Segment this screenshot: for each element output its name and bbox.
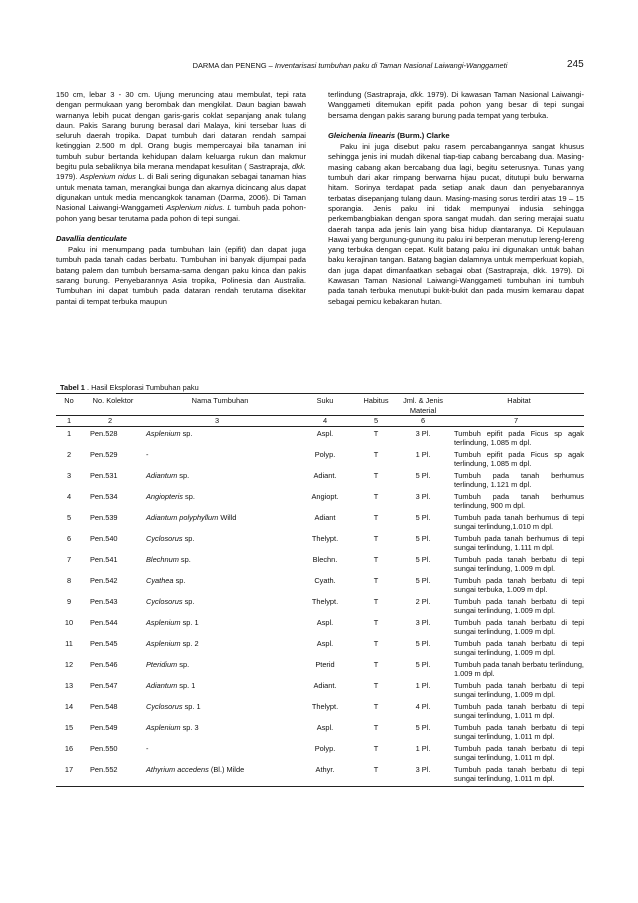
cell-suku: Adiant.: [313, 470, 337, 480]
species-name: Asplenium: [146, 617, 181, 627]
cell-habitus: T: [373, 554, 379, 564]
cell-jml: 1 Pl.: [415, 743, 431, 753]
col-number: 6: [398, 416, 448, 427]
cell-jml: 5 Pl.: [415, 638, 431, 648]
table-caption: [60, 383, 199, 392]
table-row: [56, 639, 584, 660]
col-number: 5: [354, 416, 398, 427]
cell-suku: Thelypt.: [311, 533, 339, 543]
cell-nama: [138, 471, 296, 492]
cell-kolektor: Pen.531: [90, 470, 118, 480]
col-number: 2: [82, 416, 138, 427]
cell-no: 1: [66, 428, 72, 438]
cell-kolektor: Pen.545: [90, 638, 118, 648]
cell-kolektor: Pen.528: [90, 428, 118, 438]
cell-jml: 5 Pl.: [415, 659, 431, 669]
cell-suku: Aspl.: [316, 638, 334, 648]
cell-habitat: Tumbuh pada tanah berhumus terlindung, 1.121 m dpl.: [454, 470, 584, 490]
species-name: Cyclosorus: [146, 701, 183, 711]
species-qualifier: sp.: [178, 554, 191, 564]
cell-habitus: T: [373, 680, 379, 690]
table-row: [56, 576, 584, 597]
cell-kolektor: Pen.546: [90, 659, 118, 669]
cell-habitat: Tumbuh pada tanah berbatu di tepi sungai terlindung, 1.011 m dpl.: [448, 765, 584, 787]
cell-kolektor: Pen.543: [90, 596, 118, 606]
cell-habitat: Tumbuh pada tanah berbatu di tepi sungai terlindung, 1.009 m dpl.: [454, 554, 584, 574]
text-run: L. di Bali sering digunakan sebagai tanaman hias untuk menata taman, merangkai bunga dan akarnya dicincang alus dapat digunakan untuk media mencangkok tanaman (Darma, 2006). Di Taman Nasional Laiwangi-Wanggameti: [56, 172, 306, 213]
table-row: [56, 744, 584, 765]
cell-suku: Aspl.: [316, 428, 334, 438]
cell-nama: [138, 765, 296, 787]
species-qualifier: sp.: [177, 470, 190, 480]
cell-nama: [138, 426, 296, 450]
cell-suku: Polyp.: [314, 743, 336, 753]
cell-jml: 3 Pl.: [415, 617, 431, 627]
text-run: terlindung (Sastrapraja,: [328, 90, 411, 99]
running-head-title: Inventarisasi tumbuhan paku di Taman Nasional Laiwangi-Wanggameti: [274, 61, 508, 70]
cell-no: 3: [66, 470, 72, 480]
cell-jml: 5 Pl.: [415, 554, 431, 564]
species-qualifier: sp. 1: [180, 617, 199, 627]
table-column-number-row: [56, 416, 584, 427]
species-qualifier: sp.: [180, 428, 193, 438]
table-row: [56, 702, 584, 723]
th-jml: Jml. & Jenis Material: [398, 394, 448, 416]
table-row: [56, 534, 584, 555]
right-paragraph-2: Paku ini juga disebut paku rasem percabangannya sangat khusus sehingga jenis ini mudah dikenal tiap-tiap cabang bercabang dua. Masing-masing cabang akan bercabang dua lagi, begitu seterusnya. Tunas yang tumbuh dari akar rimpang berwarna hijau pucat, ditutupi bulu berwarna hitam. Sorinya terdapat pada setiap anak daun dan penyebarannya terbatas disepanjang tulang daun. Masing-masing sorus terdiri atas 19 – 15 sporangia. Jenis paku ini tidak mempunyai indusia sehingga perkembangbiakan dengan spora sangat mudah. dan sering merajai suatu daerah tanpa ada jenis lain yang bisa hidup diantaranya. Di Kepulauan Hawai yang bergunung-gunung itu paku ini berperan menutup lereng-lereng yang terbuka dengan cepat. Kulit batang paku ini digunakan untuk bahan baku kerajinan tangan. Batang bagian dalamnya untuk memperkuat kopiah, dan juga dapat dimanfaatkan sebagai obat (Sastrapraja, dkk. 1979). Di Kawasan Taman Nasional Laiwangi-Wanggameti tumbuhan ini tumbuh pada tanah terbuka menutupi bukit-bukit dan pada musim kemarau dapat sebagai pemicu kebakaran hutan.: [328, 142, 584, 306]
cell-habitat: Tumbuh pada tanah berbatu di tepi sungai terlindung, 1.011 m dpl.: [454, 722, 584, 742]
cell-kolektor: Pen.552: [82, 765, 138, 787]
species-qualifier: sp. 2: [180, 638, 199, 648]
species-name: Asplenium: [146, 638, 181, 648]
table-row: [56, 450, 584, 471]
species-name: Adiantum: [146, 680, 178, 690]
table-body: [56, 426, 584, 786]
col-number: 7: [448, 416, 584, 427]
cell-habitat: Tumbuh pada tanah berbatu di tepi sungai terlindung, 1.009 m dpl.: [454, 617, 584, 637]
table-row: [56, 471, 584, 492]
italic-run: Asplenium nidus. L: [166, 203, 232, 213]
gleichenia-species-name: Gleichenia linearis: [328, 130, 396, 140]
cell-suku: Athyr.: [296, 765, 354, 787]
table-caption-text: . Hasil Eksplorasi Tumbuhan paku: [84, 383, 199, 392]
cell-kolektor: Pen.544: [90, 617, 118, 627]
italic-run: dkk.: [292, 162, 306, 172]
cell-jml: 5 Pl.: [415, 470, 431, 480]
text-run: 1979).: [56, 172, 80, 182]
species-name: Cyathea: [146, 575, 174, 585]
th-habitus: Habitus: [354, 394, 398, 416]
table-row: [56, 765, 584, 787]
cell-habitus: T: [373, 701, 379, 711]
species-qualifier: sp. 1: [177, 680, 196, 690]
cell-no: 16: [64, 743, 74, 753]
species-qualifier: sp.: [173, 575, 186, 585]
cell-nama: [138, 723, 296, 744]
italic-run: dkk.: [410, 90, 425, 99]
cell-jml: 4 Pl.: [415, 701, 431, 711]
species-qualifier: Willd: [218, 512, 237, 522]
col-number: 1: [56, 416, 82, 427]
species-name: -: [146, 449, 149, 459]
cell-nama: [138, 702, 296, 723]
table-caption-label: Tabel 1: [60, 383, 85, 392]
col-number: 3: [138, 416, 296, 427]
cell-habitus: T: [373, 722, 379, 732]
cell-kolektor: Pen.539: [90, 512, 118, 522]
cell-no: 10: [64, 617, 74, 627]
species-name: Asplenium: [146, 722, 181, 732]
cell-no: 4: [66, 491, 72, 501]
table-header-row: [56, 394, 584, 416]
species-qualifier: sp. 1: [182, 701, 201, 711]
cell-habitus: T: [373, 449, 379, 459]
cell-habitus: T: [373, 743, 379, 753]
cell-suku: Thelypt.: [311, 701, 339, 711]
cell-suku: Thelypt.: [311, 596, 339, 606]
table-row: [56, 513, 584, 534]
left-paragraph-1: [56, 90, 306, 224]
cell-habitus: T: [373, 617, 379, 627]
species-name: Blechnum: [146, 554, 179, 564]
cell-habitus: T: [373, 659, 379, 669]
cell-no: 8: [66, 575, 72, 585]
cell-kolektor: Pen.542: [90, 575, 118, 585]
th-suku: Suku: [296, 394, 354, 416]
gleichenia-authority: (Burm.) Clarke: [395, 130, 450, 140]
species-qualifier: sp.: [182, 533, 195, 543]
cell-suku: Cyath.: [314, 575, 336, 585]
cell-no: 5: [66, 512, 72, 522]
cell-suku: Angiopt.: [311, 491, 339, 501]
cell-nama: [138, 681, 296, 702]
species-name: Cyclosorus: [146, 596, 183, 606]
page-number: 245: [567, 59, 584, 70]
cell-nama: [138, 513, 296, 534]
cell-jml: 1 Pl.: [415, 680, 431, 690]
species-name: Angiopteris: [146, 491, 183, 501]
cell-kolektor: Pen.548: [90, 701, 118, 711]
species-name: Adiantum: [146, 470, 178, 480]
cell-habitus: T: [373, 428, 379, 438]
cell-jml: 3 Pl.: [415, 428, 431, 438]
cell-nama: [138, 744, 296, 765]
cell-jml: 3 Pl.: [398, 765, 448, 787]
cell-habitus: T: [373, 638, 379, 648]
species-name: -: [146, 743, 149, 753]
cell-habitus: T: [354, 765, 398, 787]
cell-nama: [138, 618, 296, 639]
cell-suku: Blechn.: [312, 554, 338, 564]
th-no: No: [56, 394, 82, 416]
table-row: [56, 555, 584, 576]
cell-kolektor: Pen.550: [90, 743, 118, 753]
right-column: [328, 90, 584, 307]
cell-habitat: Tumbuh pada tanah berbatu di tepi sungai terlindung, 1.011 m dpl.: [454, 701, 584, 721]
cell-nama: [138, 555, 296, 576]
cell-habitus: T: [373, 596, 379, 606]
cell-jml: 2 Pl.: [415, 596, 431, 606]
cell-habitat: Tumbuh pada tanah berbatu di tepi sungai terlindung, 1.009 m dpl.: [454, 680, 584, 700]
col-number: 4: [296, 416, 354, 427]
cell-habitus: T: [373, 533, 379, 543]
species-name: Asplenium: [146, 428, 181, 438]
cell-jml: 5 Pl.: [415, 512, 431, 522]
cell-habitat: Tumbuh pada tanah berbatu terlindung, 1.009 m dpl.: [454, 659, 584, 679]
cell-kolektor: Pen.549: [90, 722, 118, 732]
cell-habitus: T: [373, 470, 379, 480]
cell-no: 9: [66, 596, 72, 606]
cell-nama: [138, 450, 296, 471]
cell-habitat: Tumbuh pada tanah berbatu di tepi sungai terlindung, 1.011 m dpl.: [454, 743, 584, 763]
species-name: Athyrium accedens: [146, 764, 209, 774]
table-row: [56, 723, 584, 744]
cell-habitat: Tumbuh pada tanah berbatu di tepi sungai terlindung, 1.009 m dpl.: [454, 638, 584, 658]
cell-habitat: Tumbuh epifit pada Ficus sp agak terlindung, 1.085 m dpl.: [454, 428, 584, 448]
cell-habitat: Tumbuh pada tanah berhumus di tepi sungai terlindung,1.010 m dpl.: [454, 512, 584, 532]
species-qualifier: sp.: [177, 659, 190, 669]
running-head-authors: DARMA dan PENENG –: [192, 61, 275, 70]
cell-no: 17: [56, 765, 82, 787]
cell-no: 2: [66, 449, 72, 459]
cell-habitat: Tumbuh pada tanah berbatu di tepi sungai terlindung, 1.009 m dpl.: [454, 596, 584, 616]
cell-kolektor: Pen.541: [90, 554, 118, 564]
running-head: [130, 61, 570, 70]
text-run: 150 cm, lebar 3 - 30 cm. Ujung meruncing atau membulat, tepi rata dengan permukaan yang berombak dan mengkilat. Daun bagian bawah warnanya lebih pucat dengan garis-garis coklat sepanjang anak tulang daun. Pakis Sarang burung berasal dari Malaya, kini tersebar luas di seluruh daerah tropika. Dapat tumbuh dari dataran rendah sampai ketinggian 2.500 m dpl. Orang bugis mempercayai bila tanaman ini tumbuh subur bertanda kehidupan dalam keluarga rukun dan makmur begitu pula sebaliknya bila merana mendapat kesulitan ( Sastrapraja,: [56, 90, 306, 172]
cell-habitus: T: [373, 575, 379, 585]
cell-jml: 5 Pl.: [415, 722, 431, 732]
table-row: [56, 426, 584, 450]
left-paragraph-2: Paku ini menumpang pada tumbuhan lain (epifit) dan dapat juga tumbuh pada tanah cadas berbatu. Tumbuhan ini banyak dijumpai pada batang palem dan tumbuh bersama-sama dengan paku kinca dan pakis sarang burung. Penyebarannya Asia tropika, Polinesia dan Australia. Tumbuhan ini dapat tumbuh pada dataran rendah terutama disekitar pantai di tempat terbuka maupun: [56, 245, 306, 306]
cell-nama: [138, 534, 296, 555]
cell-habitat: Tumbuh pada tanah berbatu di tepi sungai terbuka, 1.009 m dpl.: [454, 575, 584, 595]
cell-jml: 1 Pl.: [415, 449, 431, 459]
cell-habitus: T: [373, 491, 379, 501]
cell-nama: [138, 492, 296, 513]
cell-kolektor: Pen.529: [90, 449, 118, 459]
cell-no: 11: [65, 638, 73, 648]
species-name: Adiantum polyphyllum: [146, 512, 219, 522]
cell-nama: [138, 639, 296, 660]
cell-kolektor: Pen.534: [90, 491, 118, 501]
cell-suku: Adiant: [314, 512, 336, 522]
th-kolektor: No. Kolektor: [82, 394, 138, 416]
th-nama: Nama Tumbuhan: [138, 394, 296, 416]
cell-kolektor: Pen.547: [90, 680, 118, 690]
text-run: tumbuh pada pohon-pohon yang besar terutama pada pohon di tepi sungai.: [56, 203, 306, 223]
cell-jml: 3 Pl.: [415, 491, 431, 501]
cell-suku: Aspl.: [316, 722, 334, 732]
cell-no: 15: [64, 722, 74, 732]
cell-habitus: T: [373, 512, 379, 522]
cell-habitat: Tumbuh pada tanah berhumus di tepi sungai terlindung, 1.111 m dpl.: [454, 533, 584, 553]
cell-nama: [138, 597, 296, 618]
cell-nama: [138, 576, 296, 597]
left-column: [56, 90, 306, 307]
table-row: [56, 597, 584, 618]
species-name: Cyclosorus: [146, 533, 183, 543]
cell-suku: Adiant.: [313, 680, 337, 690]
italic-run: Asplenium nidus: [79, 172, 136, 182]
cell-no: 14: [64, 701, 74, 711]
species-qualifier: sp. 3: [180, 722, 199, 732]
cell-no: 12: [64, 659, 74, 669]
table-row: [56, 660, 584, 681]
cell-suku: Aspl.: [316, 617, 334, 627]
cell-habitat: Tumbuh pada tanah berhumus terlindung, 900 m dpl.: [454, 491, 584, 511]
results-table: [56, 393, 584, 787]
th-habitat: Habitat: [448, 394, 584, 416]
species-qualifier: sp.: [182, 596, 195, 606]
species-name: Pteridium: [146, 659, 178, 669]
text-run: 1979). Di kawasan Taman Nasional Laiwangi-Wanggameti ditemukan epifit pada pohon yang besar di tepi sungai bersama dengan pakis sarang burung pada tempat yang terbuka.: [328, 90, 584, 120]
cell-nama: [138, 660, 296, 681]
cell-jml: 5 Pl.: [415, 575, 431, 585]
cell-no: 13: [64, 680, 74, 690]
cell-suku: Polyp.: [314, 449, 336, 459]
table-row: [56, 492, 584, 513]
cell-no: 6: [66, 533, 72, 543]
species-qualifier: (Bl.) Milde: [208, 764, 245, 774]
cell-jml: 5 Pl.: [415, 533, 431, 543]
table-row: [56, 681, 584, 702]
cell-no: 7: [66, 554, 72, 564]
cell-kolektor: Pen.540: [90, 533, 118, 543]
cell-suku: Pterid: [315, 659, 335, 669]
cell-habitat: Tumbuh epifit pada Ficus sp agak terlindung, 1.085 m dpl.: [454, 449, 584, 469]
section-heading-gleichenia: [328, 131, 584, 141]
table-row: [56, 618, 584, 639]
section-heading-davallia: Davallia denticulate: [56, 233, 127, 243]
species-qualifier: sp.: [182, 491, 195, 501]
right-paragraph-1: [328, 90, 584, 121]
